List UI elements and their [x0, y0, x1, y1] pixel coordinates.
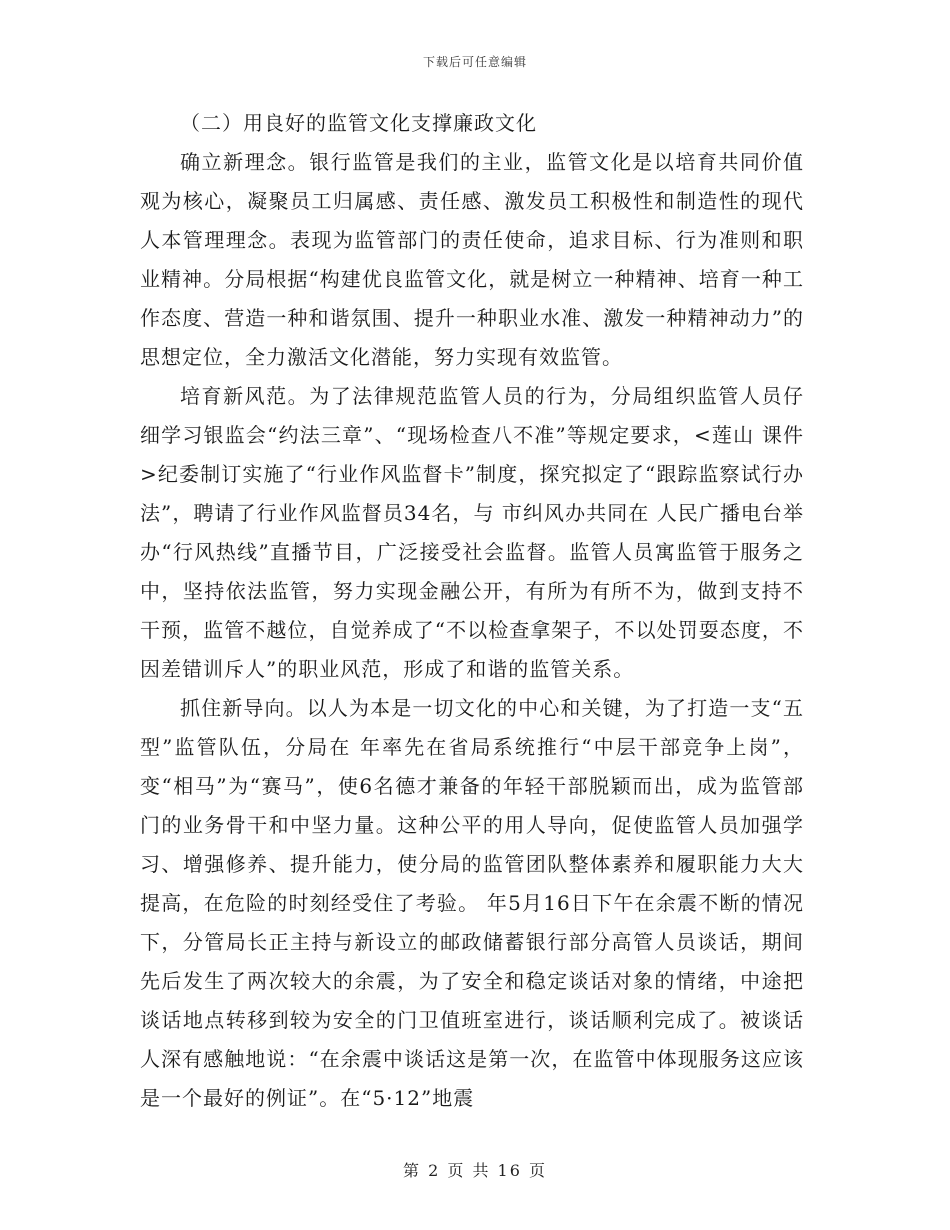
page-header-note: 下载后可任意编辑: [422, 55, 527, 69]
page-number-footer: 第 2 页 共 16 页: [403, 1161, 547, 1180]
section-heading: （二）用良好的监管文化支撑廉政文化: [180, 111, 537, 135]
paragraph-new-orientation: 抓住新导向。以人为本是一切文化的中心和关键，为了打造一支“五型”监管队伍，分局在 年率先在省局系统推行“中层干部竞争上岗”，变“相马”为“赛马”，使6名德才兼备的年轻干部脱颖而出，成为监管部门的业务骨干和中坚力量。这种公平的用人导向，促使监管人员加强学习、增强修养、提升能力，使分局的监管团队整体素养和履职能力大大提高，在危险的时刻经受住了考验。 年5月16日下午在余震不断的情况下，分管局长正主持与新设立的邮政储蓄银行部分高管人员谈话，期间先后发生了两次较大的余震，为了安全和稳定谈话对象的情绪，中途把谈话地点转移到较为安全的门卫值班室进行，谈话顺利完成了。被谈话人深有感触地说：“在余震中谈话这是第一次，在监管中体现服务这应该是一个最好的例证”。在“5·12”地震: [140, 696, 804, 1110]
document-body: [140, 104, 804, 1118]
paragraph-new-style: 培育新风范。为了法律规范监管人员的行为，分局组织监管人员仔细学习银监会“约法三章”、“现场检查八不准”等规定要求，<莲山 课件 >纪委制订实施了“行业作风监督卡”制度，探究拟定了“跟踪监察试行办法”，聘请了行业作风监督员34名，与 市纠风办共同在 人民广播电台举办“行风热线”直播节目，广泛接受社会监督。监管人员寓监管于服务之中，坚持依法监管，努力实现金融公开，有所为有所不为，做到支持不干预，监管不越位，自觉养成了“不以检查拿架子，不以处罚耍态度，不因差错训斥人”的职业风范，形成了和谐的监管关系。: [140, 384, 804, 681]
paragraph-new-concept: 确立新理念。银行监管是我们的主业，监管文化是以培育共同价值观为核心，凝聚员工归属感、责任感、激发员工积极性和制造性的现代人本管理理念。表现为监管部门的责任使命，追求目标、行为准则和职业精神。分局根据“构建优良监管文化，就是树立一种精神、培育一种工作态度、营造一种和谐氛围、提升一种职业水准、激发一种精神动力”的思想定位，全力激活文化潜能，努力实现有效监管。: [140, 150, 804, 369]
